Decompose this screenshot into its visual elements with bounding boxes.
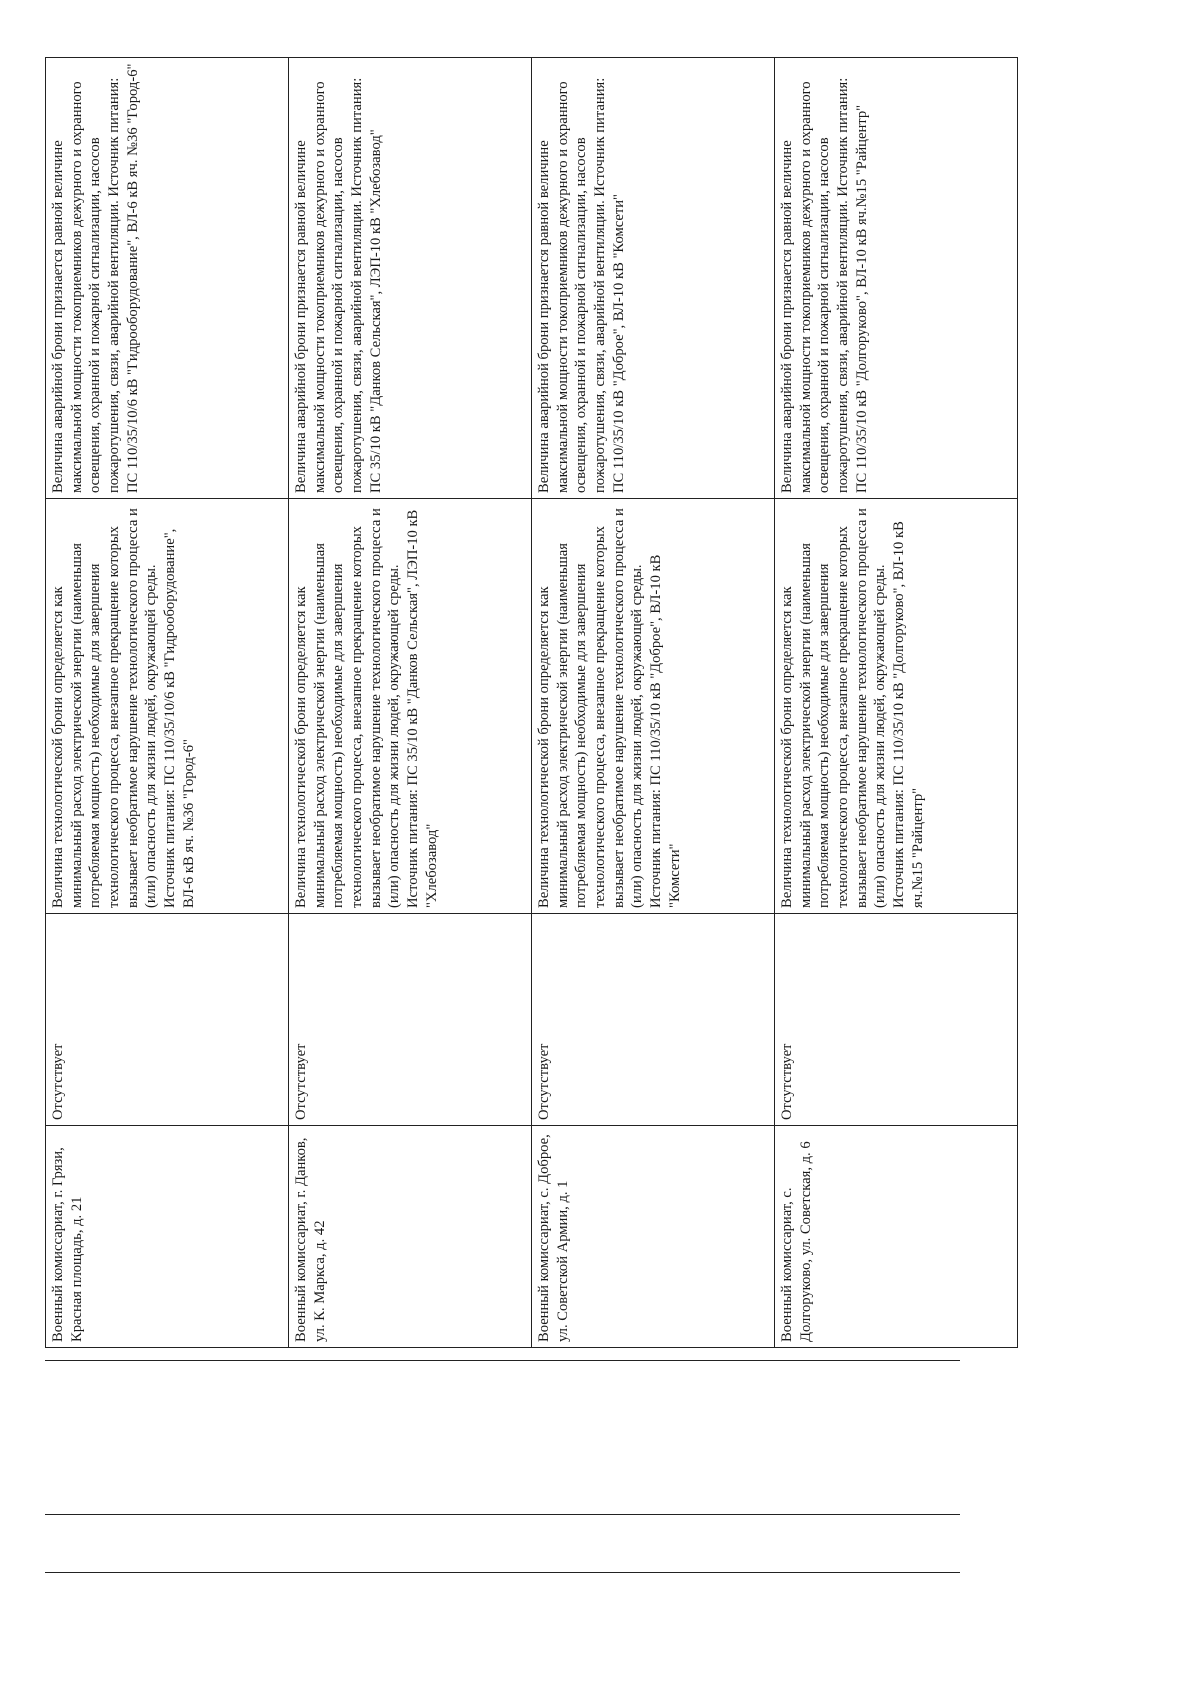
table-row [46,58,289,1348]
tech-reserve-cell: Величина технологической брони определяется как минимальный расход электрической энергии (наименьшая потребляемая мощность) необходимые для завершения технологического процесса, внезапное прекращение которых вызывает необратимое нарушение технологического процесса и (или) опасность для жизни людей, окружающей среды. Источник питания: ПС 35/10 кВ "Данков Сельская", ЛЭП-10 кВ "Хлебозавод" [289,499,532,914]
tech-reserve-cell: Величина технологической брони определяется как минимальный расход электрической энергии (наименьшая потребляемая мощность) необходимые для завершения технологического процесса, внезапное прекращение которых вызывает необратимое нарушение технологического процесса и (или) опасность для жизни людей, окружающей среды. Источник питания: ПС 110/35/10 кВ "Доброе", ВЛ-10 кВ "Комсети" [532,499,775,914]
rotated-table-wrapper [45,58,1045,1348]
object-cell: Военный комиссариат, с. Доброе, ул. Советской Армии, д. 1 [532,1126,775,1348]
table-row [532,58,775,1348]
status-cell: Отсутствует [46,914,289,1126]
tech-reserve-cell: Величина технологической брони определяется как минимальный расход электрической энергии (наименьшая потребляемая мощность) необходимые для завершения технологического процесса, внезапное прекращение которых вызывает необратимое нарушение технологического процесса и (или) опасность для жизни людей, окружающей среды. Источник питания: ПС 110/35/10 кВ "Долгоруково", ВЛ-10 кВ яч.№15 "Райцентр" [775,499,1018,914]
table-row [775,58,1018,1348]
emergency-reserve-cell: Величина аварийной брони признается равной величине максимальной мощности токоприемников дежурного и охранного освещения, охранной и пожарной сигнализации, насосов пожаротушения, связи, аварийной вентиляции. Источник питания: ПС 35/10 кВ "Данков Сельская", ЛЭП-10 кВ "Хлебозавод" [289,58,532,499]
left-rule-2 [45,1514,960,1515]
emergency-reserve-cell: Величина аварийной брони признается равной величине максимальной мощности токоприемников дежурного и охранного освещения, охранной и пожарной сигнализации, насосов пожаротушения, связи, аварийной вентиляции. Источник питания: ПС 110/35/10/6 кВ "Гидрооборудование", ВЛ-6 кВ яч. №36 "Город-6" [46,58,289,499]
tech-reserve-cell: Величина технологической брони определяется как минимальный расход электрической энергии (наименьшая потребляемая мощность) необходимые для завершения технологического процесса, внезапное прекращение которых вызывает необратимое нарушение технологического процесса и (или) опасность для жизни людей, окружающей среды. Источник питания: ПС 110/35/10/6 кВ "Гидрооборудование", ВЛ-6 кВ яч. №36 "Город-6" [46,499,289,914]
emergency-reserve-cell: Величина аварийной брони признается равной величине максимальной мощности токоприемников дежурного и охранного освещения, охранной и пожарной сигнализации, насосов пожаротушения, связи, аварийной вентиляции. Источник питания: ПС 110/35/10 кВ "Доброе", ВЛ-10 кВ "Комсети" [532,58,775,499]
object-cell: Военный комиссариат, г. Грязи, Красная площадь, д. 21 [46,1126,289,1348]
table-row [289,58,532,1348]
object-cell: Военный комиссариат, с. Долгоруково, ул. Советская, д. 6 [775,1126,1018,1348]
status-cell: Отсутствует [532,914,775,1126]
power-reserve-table [45,57,1018,1348]
emergency-reserve-cell: Величина аварийной брони признается равной величине максимальной мощности токоприемников дежурного и охранного освещения, охранной и пожарной сигнализации, насосов пожаротушения, связи, аварийной вентиляции. Источник питания: ПС 110/35/10 кВ "Долгоруково", ВЛ-10 кВ яч.№15 "Райцентр" [775,58,1018,499]
status-cell: Отсутствует [775,914,1018,1126]
object-cell: Военный комиссариат, г. Данков, ул. К. Маркса, д. 42 [289,1126,532,1348]
status-cell: Отсутствует [289,914,532,1126]
left-rule-3 [45,1572,960,1573]
left-rule-1 [45,1360,960,1361]
